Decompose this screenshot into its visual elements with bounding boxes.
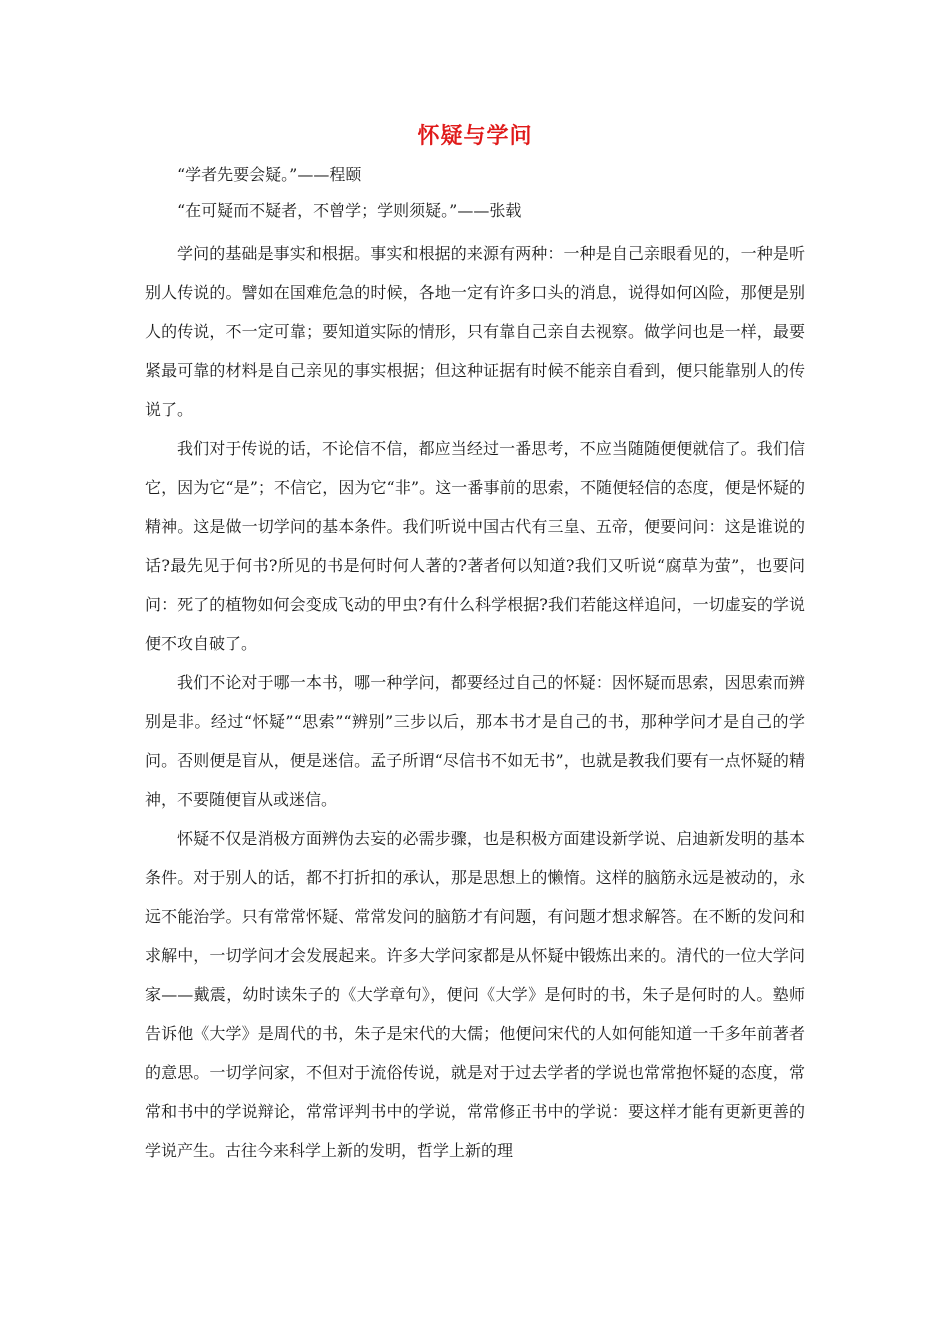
paragraph-2: 我们对于传说的话，不论信不信，都应当经过一番思考，不应当随随便便就信了。我们信它，因为它“是”；不信它，因为它“非”。这一番事前的思索，不随便轻信的态度，便是怀疑的精神。这是做一切学问的基本条件。我们听说中国古代有三皇、五帝，便要问问：这是谁说的话?最先见于何书?所见的书是何时何人著的?著者何以知道?我们又听说“腐草为萤”，也要问问：死了的植物如何会变成飞动的甲虫?有什么科学根据?我们若能这样追问，一切虚妄的学说便不攻自破了。 bbox=[145, 439, 805, 653]
paragraph-1: 学问的基础是事实和根据。事实和根据的来源有两种：一种是自己亲眼看见的，一种是听别人传说的。譬如在国难危急的时候，各地一定有许多口头的消息，说得如何凶险，那便是别人的传说，不一定可靠；要知道实际的情形，只有靠自己亲自去视察。做学问也是一样，最要紧最可靠的材料是自己亲见的事实根据；但这种证据有时候不能亲自看到，便只能靠别人的传说了。 bbox=[145, 244, 805, 419]
quote-chengyi: “学者先要会疑。”——程颐 bbox=[177, 165, 362, 184]
document-title: 怀疑与学问 bbox=[417, 123, 533, 149]
paragraph-4: 怀疑不仅是消极方面辨伪去妄的必需步骤，也是积极方面建设新学说、启迪新发明的基本条件。对于别人的话，都不打折扣的承认，那是思想上的懒惰。这样的脑筋永远是被动的，永远不能治学。只有常常怀疑、常常发问的脑筋才有问题，有问题才想求解答。在不断的发问和求解中，一切学问才会发展起来。许多大学问家都是从怀疑中锻炼出来的。清代的一位大学问家——戴震，幼时读朱子的《大学章句》，便问《大学》是何时的书，朱子是何时的人。塾师告诉他《大学》是周代的书，朱子是宋代的大儒；他便问宋代的人如何能知道一千多年前著者的意思。一切学问家，不但对于流俗传说，就是对于过去学者的学说也常常抱怀疑的态度，常常和书中的学说辩论，常常评判书中的学说，常常修正书中的学说：要这样才能有更新更善的学说产生。古往今来科学上新的发明，哲学上新的理 bbox=[145, 829, 805, 1160]
paragraph-3: 我们不论对于哪一本书，哪一种学问，都要经过自己的怀疑：因怀疑而思索，因思索而辨别是非。经过“怀疑”“思索”“辨别”三步以后，那本书才是自己的书，那种学问才是自己的学问。否则便是盲从，便是迷信。孟子所谓“尽信书不如无书”，也就是教我们要有一点怀疑的精神，不要随便盲从或迷信。 bbox=[145, 673, 805, 809]
quote-zhangzai: “在可疑而不疑者，不曾学；学则须疑。”——张载 bbox=[177, 201, 522, 220]
